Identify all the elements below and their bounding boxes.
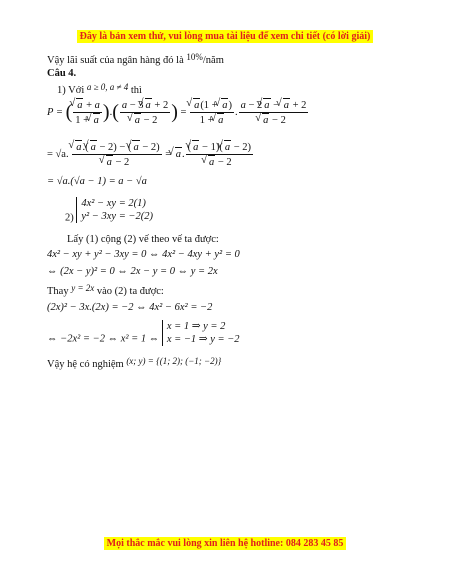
add-step-eq1: 4x² − xy + y² − 3xy = 0 ⇔ 4x² − 4xy + y² = 0 bbox=[47, 249, 240, 260]
p-label: P = bbox=[47, 107, 63, 119]
preview-banner bbox=[0, 26, 450, 44]
substitute-eq: (2x)² − 3x.(2x) = −2 ⇔ 4x² − 6x² = −2 bbox=[47, 302, 213, 313]
system-brace: 4x² − xy = 2(1) y² − 3xy = −2(2) bbox=[76, 197, 153, 223]
question-heading: Câu 4. bbox=[47, 68, 77, 79]
hotline-banner-text: Mọi thắc mắc vui lòng xin liên hệ hotline: 084 283 45 85 bbox=[104, 537, 347, 550]
preview-banner-text: Đây là bản xem thử, vui lòng mua tài liệu để xem chi tiết (có lời giải) bbox=[77, 30, 374, 43]
conclusion-line: Vậy hệ có nghiệm (x; y) = {(1; 2); (−1; −2)} bbox=[47, 356, 222, 370]
interest-rate-line: Vậy lãi suất của ngân hàng đó là 10%/năm bbox=[47, 52, 224, 66]
add-step-text: Lấy (1) cộng (2) vế theo vế ta được: bbox=[67, 234, 219, 245]
p-expression: P = ( √ $\frac{a + a}{1 + √ a}$ ).( a − 3√ a + 2 √ a − 2 ) = √ $\frac{a(1 + √ a)}{1 + √ a}$ . a − 2√ a − √ a + 2 √ a − 2 bbox=[47, 98, 309, 127]
part1-condition: 1) Với a ≥ 0, a ≠ 4 thì bbox=[57, 82, 142, 96]
p-result: = √a.(√a − 1) = a − √a bbox=[47, 176, 147, 187]
cases-brace: x = 1 ⇒ y = 2 x = −1 ⇒ y = −2 bbox=[162, 320, 240, 346]
hotline-banner bbox=[0, 533, 450, 551]
system-of-equations: 2) 4x² − xy = 2(1) y² − 3xy = −2(2) bbox=[65, 198, 154, 224]
p-step-2: = √a. √ a.(√ a − 2) − (√ a − 2) √ a − 2 = √ a. (√ a − 1)(√ a − 2) √ a − 2 bbox=[47, 140, 254, 169]
add-step-eq2: ⇔ (2x − y)² = 0 ⇔ 2x − y = 0 ⇔ y = 2x bbox=[47, 266, 218, 277]
substitute-line: Thay y = 2x vào (2) ta được: bbox=[47, 283, 164, 297]
solve-x-line: ⇔ −2x² = −2 ⇔ x² = 1 ⇔ x = 1 ⇒ y = 2 x = −1 ⇒ y = −2 bbox=[47, 321, 240, 346]
